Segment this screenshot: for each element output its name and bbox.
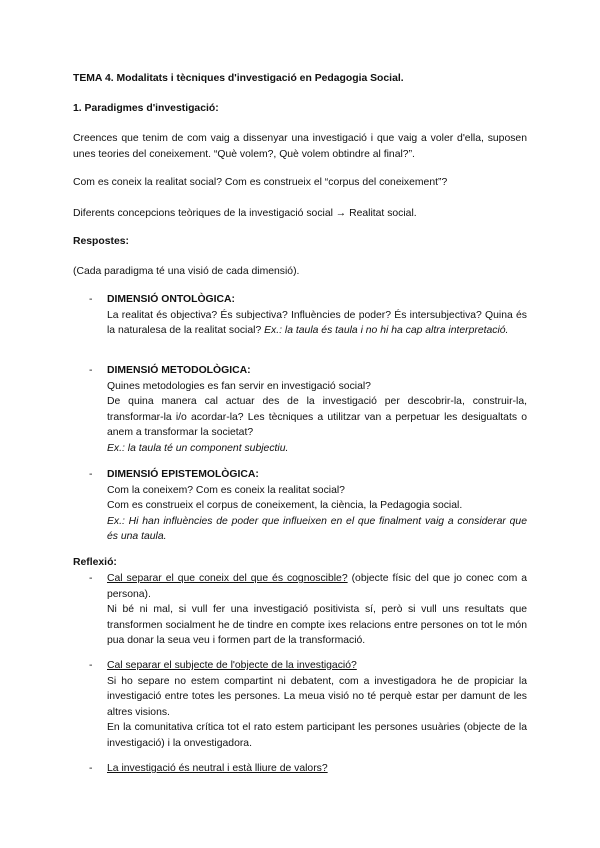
list-item <box>89 467 527 545</box>
reflection-answer: Si ho separe no estem compartint ni debatent, com a investigadora he de propiciar la investigació entre totes les persones. La meua visió no té perquè estar per damunt de les altres visions. <box>107 675 527 718</box>
reflection-question: Cal separar el que coneix del que és cognoscible? <box>107 573 348 584</box>
reflexio-heading: Reflexió: <box>73 557 117 568</box>
dimension-question: La realitat és objectiva? És subjectiva? Influències de poder? És intersubjectiva? Quina és la naturalesa de la realitat social? <box>107 309 527 336</box>
bullet-dash: - <box>89 365 93 376</box>
reflection-question: La investigació és neutral i està lliure de valors? <box>107 763 328 774</box>
dimension-text: De quina manera cal actuar des de la investigació per descobrir-la, construir-la, transformar-la i/o acordar-la? Les tècniques a utilitzar van a perpetuar les desigualtats o anem a transformar la societat? <box>107 396 527 438</box>
concepcions-paragraph: Diferents concepcions teòriques de la investigació social → Realitat social. <box>73 208 417 219</box>
list-item <box>89 363 527 456</box>
respostes-heading: Respostes: <box>73 236 130 247</box>
bullet-dash: - <box>89 573 93 584</box>
bullet-dash: - <box>89 763 93 774</box>
dimension-example: Ex.: Hi han influències de poder que influeixen en el que finalment vaig a considerar que és una taula. <box>107 515 527 542</box>
dimension-text <box>107 308 527 339</box>
dimension-title: DIMENSIÓ METODOLÒGICA: <box>107 365 251 376</box>
reflection-question: Cal separar el subjecte de l'objecte de la investigació? <box>107 660 357 671</box>
dimension-example: Ex.: la taula és taula i no hi ha cap altra interpretació. <box>264 325 509 336</box>
list-item <box>89 761 527 777</box>
dimension-title: DIMENSIÓ ONTOLÒGICA: <box>107 294 235 305</box>
intro-paragraph: Creences que tenim de com vaig a dissenyar una investigació i que vaig a voler d'ella, suposen unes teories del coneixement. “Què volem?, Què volem obtindre al final?”. <box>73 133 527 160</box>
question-paragraph: Com es coneix la realitat social? Com es construeix el “corpus del coneixement”? <box>73 177 448 188</box>
dimension-text: Com la coneixem? Com es coneix la realitat social? <box>107 484 345 496</box>
dimension-text: Com es construeix el corpus de coneixement, la ciència, la Pedagogia social. <box>107 500 463 511</box>
reflection-question-line <box>107 571 527 602</box>
reflection-answer: En la comunitativa crítica tot el rato estem participant les persones usuàries (objecte de la investigació) i la onvestigadora. <box>107 722 527 749</box>
bullet-dash: - <box>89 469 93 480</box>
list-item <box>89 571 527 649</box>
dimension-title: DIMENSIÓ EPISTEMOLÒGICA: <box>107 469 259 480</box>
bullet-dash: - <box>89 660 93 671</box>
dimension-example: Ex.: la taula té un component subjectiu. <box>107 442 289 454</box>
section-heading: 1. Paradigmes d'investigació: <box>73 103 219 114</box>
dimension-text: Quines metodologies es fan servir en investigació social? <box>107 380 371 392</box>
bullet-dash: - <box>89 294 93 305</box>
list-item <box>89 658 527 751</box>
list-item <box>89 292 527 339</box>
reflection-answer: Ni bé ni mal, si vull fer una investigació positivista sí, però si vull uns resultats que transformen socialment he de tindre en compte ixes relacions entre persones on tot le món pua donar la seua veu i formen part de la transformació. <box>107 604 527 646</box>
reflection-aside: (objecte físic del que jo conec com a persona). <box>107 573 528 600</box>
document-title: TEMA 4. Modalitats i tècniques d'investigació en Pedagogia Social. <box>73 73 404 84</box>
cada-paragraph: (Cada paradigma té una visió de cada dimensió). <box>73 266 300 277</box>
